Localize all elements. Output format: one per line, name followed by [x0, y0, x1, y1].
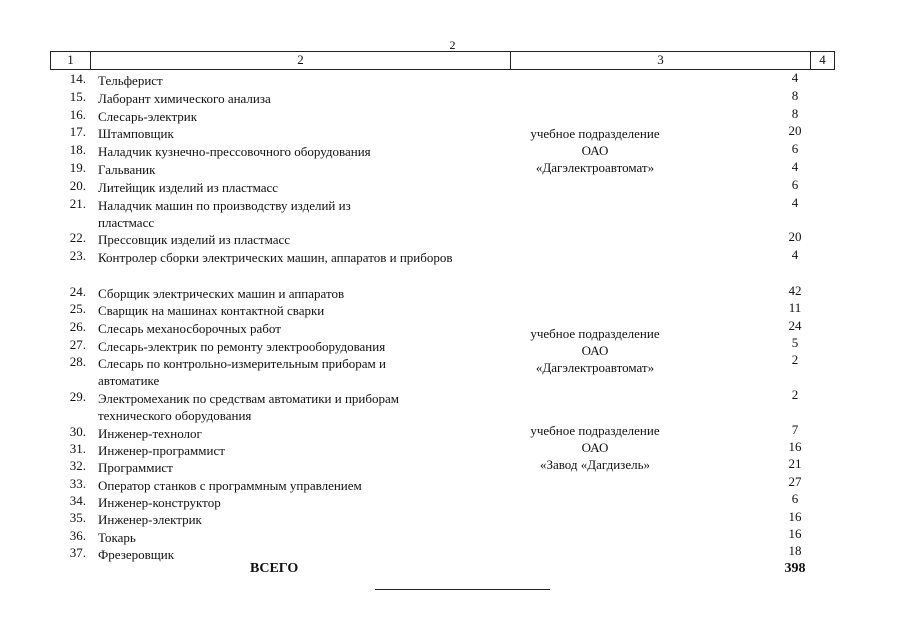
student-count: 8 — [791, 106, 799, 121]
row-number: 28. — [69, 354, 86, 369]
training-department-block — [500, 422, 690, 473]
row-number: 29. — [69, 389, 86, 404]
student-count: 24 — [788, 318, 802, 333]
profession-name: Гальваник — [98, 162, 156, 177]
profession-name: Оператор станков с программным управлением — [98, 478, 362, 493]
student-count: 6 — [791, 177, 799, 192]
student-count: 18 — [788, 543, 802, 558]
profession-name: Контролер сборки электрических машин, аппаратов и приборов — [98, 250, 453, 265]
student-count: 4 — [791, 70, 799, 85]
department-line: ОАО — [581, 440, 609, 455]
row-number: 19. — [69, 160, 86, 175]
student-count: 4 — [791, 159, 799, 174]
row-number: 32. — [69, 458, 86, 473]
row-number: 21. — [69, 196, 86, 211]
profession-name: Инженер-электрик — [98, 512, 202, 527]
student-count: 16 — [788, 526, 802, 541]
header-cell-3: 3 — [510, 52, 810, 69]
profession-name: Штамповщик — [98, 126, 174, 141]
profession-name: Сборщик электрических машин и аппаратов — [98, 286, 345, 301]
profession-name: Прессовщик изделий из пластмасс — [98, 232, 291, 247]
page-number: 2 — [449, 38, 456, 52]
row-number: 14. — [69, 71, 86, 86]
profession-name: Литейщик изделий из пластмасс — [98, 180, 279, 195]
student-count: 4 — [791, 247, 799, 262]
profession-name: Слесарь-электрик по ремонту электрооборудования — [98, 339, 386, 354]
student-count: 16 — [788, 439, 802, 454]
student-count: 2 — [791, 387, 799, 402]
profession-name: Токарь — [98, 530, 136, 545]
student-count: 7 — [791, 422, 799, 437]
profession-name: Тельферист — [98, 73, 163, 88]
student-count: 8 — [791, 88, 799, 103]
profession-name: Слесарь-электрик — [98, 109, 198, 124]
profession-name: Инженер-технолог — [98, 426, 202, 441]
profession-name: Сварщик на машинах контактной сварки — [98, 303, 325, 318]
row-number: 31. — [69, 441, 86, 456]
training-department-block — [500, 125, 690, 176]
row-number: 25. — [69, 301, 86, 316]
department-line: «Завод «Дагдизель» — [539, 457, 651, 472]
header-cell-1: 1 — [50, 52, 90, 69]
student-count: 27 — [788, 474, 802, 489]
student-count: 2 — [791, 352, 799, 367]
profession-name: Инженер-конструктор — [98, 495, 221, 510]
row-number: 15. — [69, 89, 86, 104]
department-line: ОАО — [581, 343, 609, 358]
student-count: 20 — [788, 229, 802, 244]
training-department-block — [500, 325, 690, 376]
profession-name: Программист — [98, 460, 173, 475]
row-number: 16. — [69, 107, 86, 122]
student-count: 20 — [788, 123, 802, 138]
student-count: 42 — [788, 283, 802, 298]
profession-name: Лаборант химического анализа — [98, 91, 271, 106]
student-count: 16 — [788, 509, 802, 524]
row-number: 26. — [69, 319, 86, 334]
total-label: ВСЕГО — [250, 561, 299, 576]
row-number: 24. — [69, 284, 86, 299]
row-number: 37. — [69, 545, 86, 560]
profession-name: Слесарь по контрольно-измерительным приборам и автоматике — [98, 356, 386, 388]
row-number: 35. — [69, 510, 86, 525]
department-line: учебное подразделение — [530, 423, 660, 438]
row-number: 22. — [69, 230, 86, 245]
department-line: «Дагэлектроавтомат» — [535, 360, 655, 375]
profession-name: Электромеханик по средствам автоматики и приборам технического оборудования — [98, 391, 399, 423]
total-value: 398 — [784, 561, 806, 576]
profession-name: Наладчик кузнечно-прессовочного оборудования — [98, 144, 371, 159]
profession-name: Инженер-программист — [98, 443, 225, 458]
student-count: 4 — [791, 195, 799, 210]
row-number: 27. — [69, 337, 86, 352]
row-number: 36. — [69, 528, 86, 543]
student-count: 6 — [791, 141, 799, 156]
row-number: 33. — [69, 476, 86, 491]
department-line: «Дагэлектроавтомат» — [535, 160, 655, 175]
header-cell-2: 2 — [90, 52, 510, 69]
row-number: 23. — [69, 248, 86, 263]
end-divider — [375, 589, 550, 590]
header-cell-4: 4 — [810, 52, 835, 69]
department-line: учебное подразделение — [530, 326, 660, 341]
student-count: 6 — [791, 491, 799, 506]
student-count: 11 — [788, 300, 802, 315]
department-line: ОАО — [581, 143, 609, 158]
row-number: 17. — [69, 124, 86, 139]
student-count: 5 — [791, 335, 799, 350]
profession-name: Наладчик машин по производству изделий из пластмасс — [98, 198, 351, 230]
row-number: 18. — [69, 142, 86, 157]
profession-name: Слесарь механосборочных работ — [98, 321, 281, 336]
row-number: 34. — [69, 493, 86, 508]
table-header-row — [50, 51, 835, 70]
profession-name: Фрезеровщик — [98, 547, 175, 562]
row-number: 20. — [69, 178, 86, 193]
department-line: учебное подразделение — [530, 126, 660, 141]
row-number: 30. — [69, 424, 86, 439]
student-count: 21 — [788, 456, 802, 471]
